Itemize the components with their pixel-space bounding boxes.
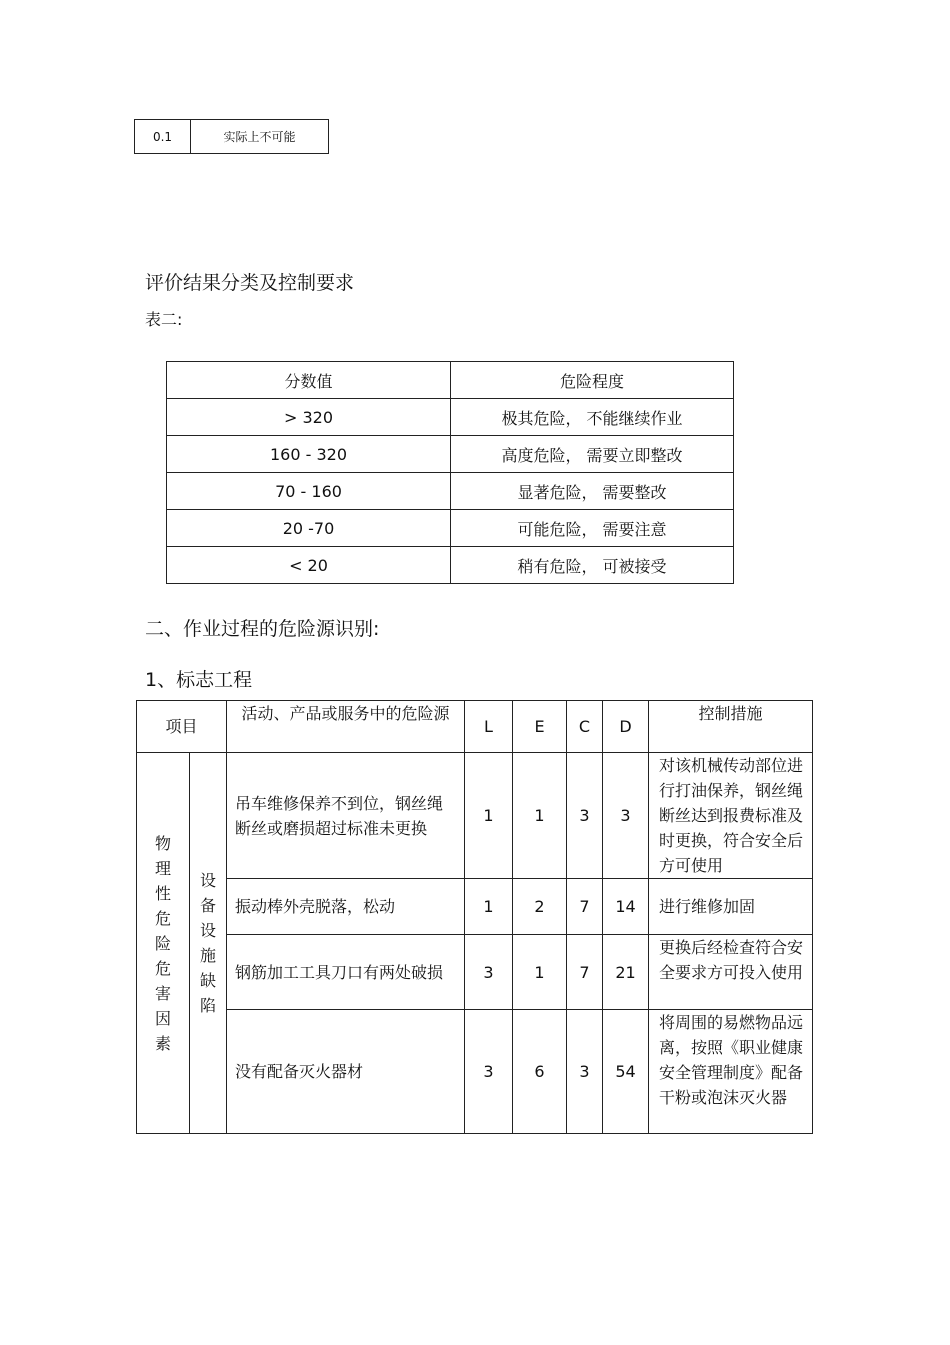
header-e: E	[513, 701, 567, 753]
d-cell: 3	[603, 753, 649, 879]
l-cell: 1	[465, 753, 513, 879]
header-item: 项目	[137, 701, 227, 753]
table-row	[167, 510, 734, 547]
e-cell: 2	[513, 879, 567, 935]
hazard-cell: 振动棒外壳脱落，松动	[227, 879, 465, 935]
hazard-table	[136, 700, 813, 1134]
section-title-hazard-identification: 二、作业过程的危险源识别:	[145, 618, 380, 640]
table-row	[137, 879, 813, 935]
table-header-row	[137, 701, 813, 753]
risk-cell: 极其危险， 不能继续作业	[451, 399, 734, 436]
header-score: 分数值	[167, 362, 451, 399]
score-cell: 160 - 320	[167, 436, 451, 473]
control-cell: 对该机械传动部位进行打油保养，钢丝绳断丝达到报费标准及时更换，符合安全后方可使用	[649, 753, 813, 879]
d-cell: 54	[603, 1010, 649, 1134]
c-cell: 3	[567, 1010, 603, 1134]
d-cell: 14	[603, 879, 649, 935]
risk-level-table	[166, 361, 734, 584]
table-header-row	[167, 362, 734, 399]
score-cell: 20 -70	[167, 510, 451, 547]
table-label: 表二:	[145, 310, 183, 329]
hazard-cell: 没有配备灭火器材	[227, 1010, 465, 1134]
section-title-sign-project: 1、标志工程	[145, 669, 253, 691]
table-row	[167, 547, 734, 584]
header-l: L	[465, 701, 513, 753]
likelihood-value: 0.1	[135, 120, 191, 154]
header-control: 控制措施	[649, 701, 813, 753]
likelihood-meaning: 实际上不可能	[191, 120, 329, 154]
header-d: D	[603, 701, 649, 753]
score-cell: 70 - 160	[167, 473, 451, 510]
c-cell: 7	[567, 935, 603, 1010]
l-cell: 3	[465, 935, 513, 1010]
e-cell: 1	[513, 753, 567, 879]
e-cell: 6	[513, 1010, 567, 1134]
table-row	[137, 935, 813, 1010]
table-row	[137, 753, 813, 879]
table-row	[167, 473, 734, 510]
d-cell: 21	[603, 935, 649, 1010]
score-cell: < 20	[167, 547, 451, 584]
header-activity: 活动、产品或服务中的危险源	[227, 701, 465, 753]
hazard-cell: 吊车维修保养不到位，钢丝绳断丝或磨损超过标准未更换	[227, 753, 465, 879]
table-row	[167, 436, 734, 473]
e-cell: 1	[513, 935, 567, 1010]
l-cell: 1	[465, 879, 513, 935]
header-c: C	[567, 701, 603, 753]
control-cell: 进行维修加固	[649, 879, 813, 935]
subcategory-cell	[190, 753, 227, 1134]
c-cell: 7	[567, 879, 603, 935]
risk-cell: 显著危险， 需要整改	[451, 473, 734, 510]
likelihood-table	[134, 119, 329, 154]
table-row	[167, 399, 734, 436]
category-cell	[137, 753, 190, 1134]
risk-cell: 高度危险， 需要立即整改	[451, 436, 734, 473]
table-row	[135, 120, 329, 154]
header-risk-level: 危险程度	[451, 362, 734, 399]
risk-cell: 稍有危险， 可被接受	[451, 547, 734, 584]
hazard-cell: 钢筋加工工具刀口有两处破损	[227, 935, 465, 1010]
l-cell: 3	[465, 1010, 513, 1134]
table-row	[137, 1010, 813, 1134]
category-text: 物理性危险危害因素	[155, 833, 172, 1053]
subcategory-text: 设备设施缺陷	[200, 871, 217, 1015]
section-title-eval: 评价结果分类及控制要求	[145, 272, 355, 294]
control-cell: 将周围的易燃物品远离，按照《职业健康安全管理制度》配备干粉或泡沫灭火器	[649, 1010, 813, 1134]
risk-cell: 可能危险， 需要注意	[451, 510, 734, 547]
control-cell: 更换后经检查符合安全要求方可投入使用	[649, 935, 813, 1010]
c-cell: 3	[567, 753, 603, 879]
score-cell: > 320	[167, 399, 451, 436]
